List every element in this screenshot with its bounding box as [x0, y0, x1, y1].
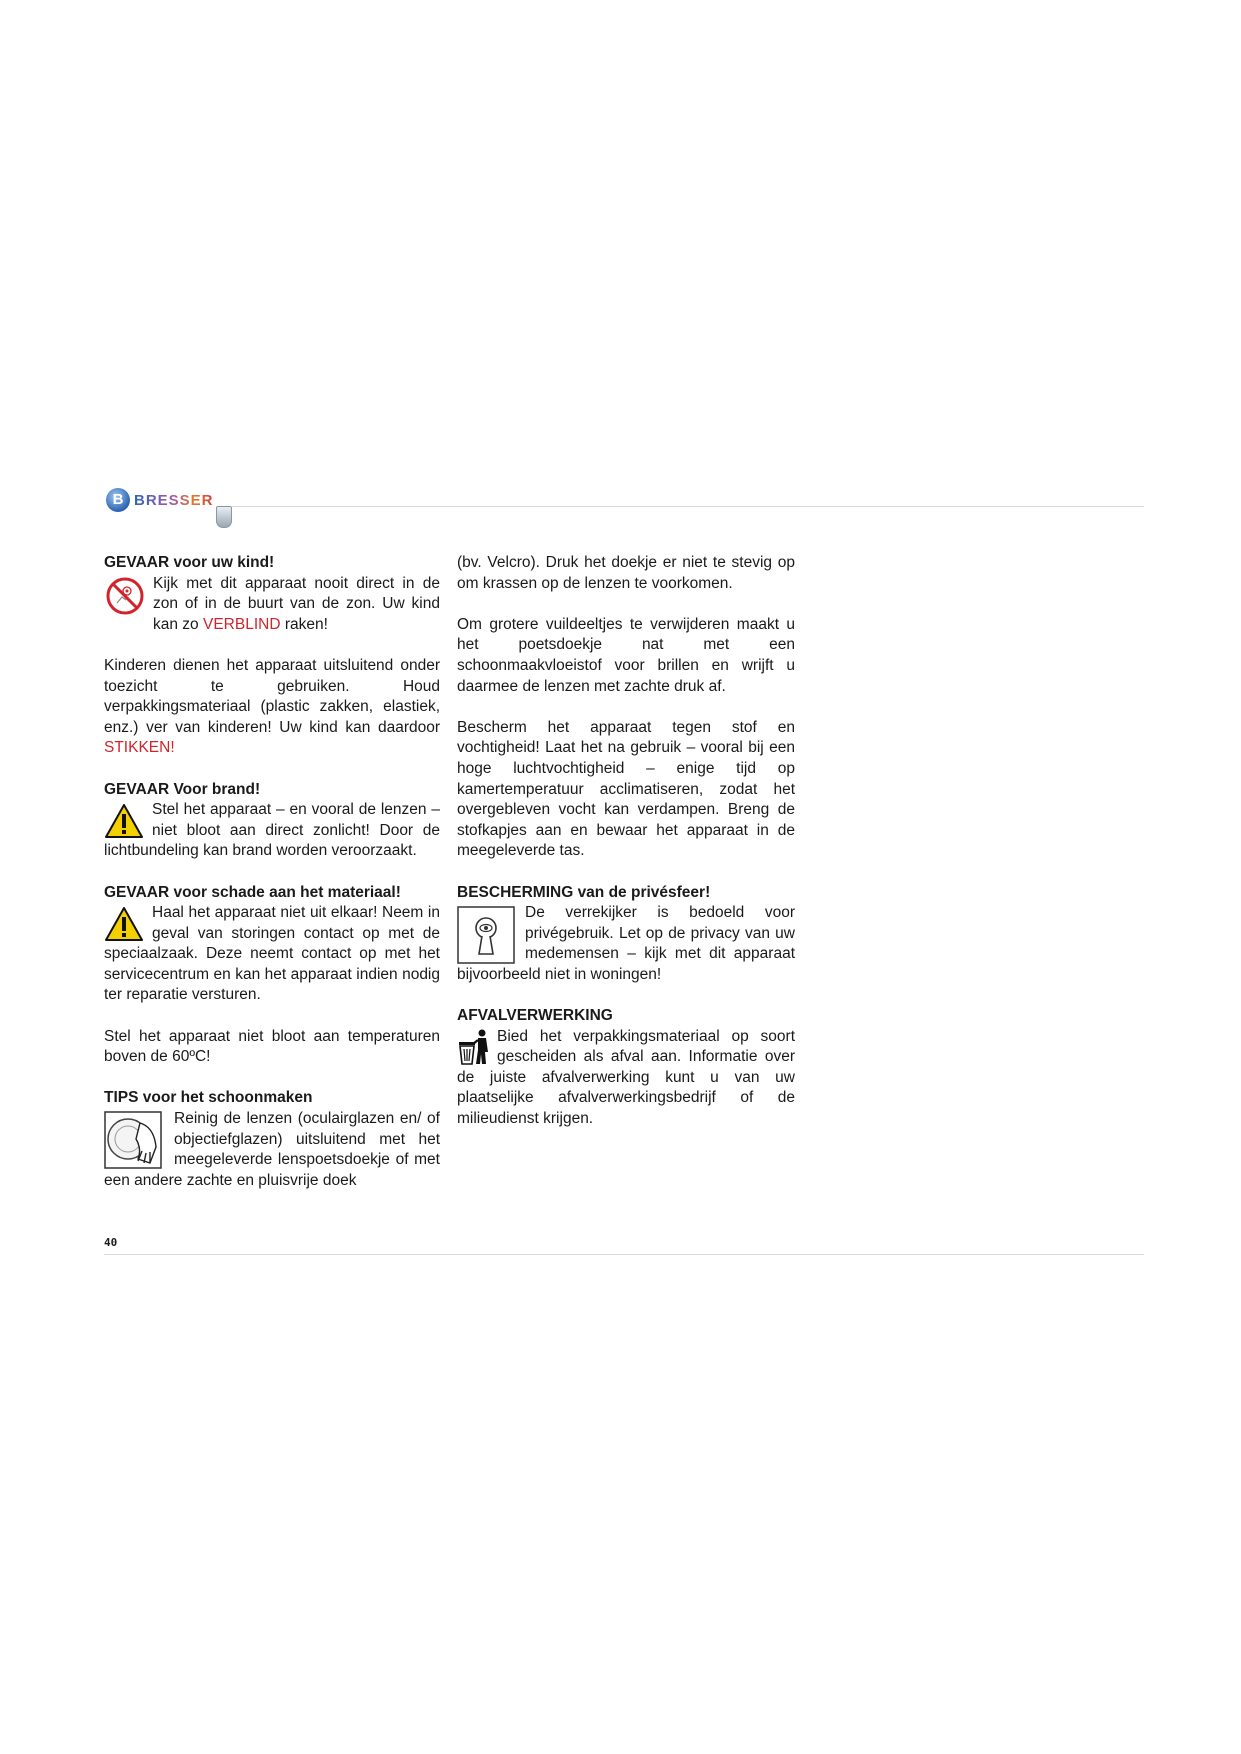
- section-heading: GEVAAR voor schade aan het materiaal!: [104, 883, 401, 901]
- danger-child-text: Kijk met dit apparaat nooit direct in de zon of in de buurt van de zon. Uw kind kan zo: [153, 574, 440, 633]
- section-heading: BESCHERMING van de privésfeer!: [457, 883, 711, 901]
- right-column: [457, 553, 795, 1130]
- privacy-text: De verrekijker is bedoeld voor privégebruik. Let op de privacy van uw medemensen – kijk met dit apparaat bijvoorbeeld niet in woningen!: [457, 904, 795, 983]
- temperature-text: Stel het apparaat niet bloot aan temperaturen boven de 60ºC!: [104, 1027, 440, 1066]
- section-tips-cleaning: [104, 1088, 440, 1191]
- danger-fire-text: Stel het apparaat – en vooral de lenzen – niet bloot aan direct zonlicht! Door de lichtbundeling kan brand worden veroorzaakt.: [104, 801, 440, 860]
- warning-triangle-icon: [104, 906, 144, 943]
- waste-text: Bied het verpakkingsmateriaal op soort gescheiden als afval aan. Informatie over de juiste afvalverwerking kunt u van uw plaatselijke afvalverwerkingsbedrijf of de milieudienst krijgen.: [457, 1027, 795, 1128]
- section-danger-child: [104, 553, 440, 635]
- privacy-keyhole-icon: [457, 906, 515, 964]
- page-number: 40: [104, 1236, 118, 1249]
- section-temperature: [104, 1027, 440, 1068]
- waste-bin-icon: [457, 1028, 491, 1066]
- section-dust-particles: [457, 615, 795, 697]
- warning-triangle-icon: [104, 803, 144, 840]
- section-danger-material: [104, 883, 440, 1007]
- section-children-supervision: [104, 656, 440, 759]
- dust-particles-text: Om grotere vuildeeltjes te verwijderen maakt u het poetsdoekje nat met een schoonmaakvloeistof voor brillen en wrijft u daarmee de lenzen met zachte druk af.: [457, 615, 795, 695]
- crest-icon: [216, 506, 232, 528]
- bresser-logo: [104, 484, 244, 532]
- section-heading: GEVAAR Voor brand!: [104, 780, 261, 798]
- section-danger-fire: [104, 780, 440, 862]
- danger-child-text-end: raken!: [280, 615, 328, 633]
- children-supervision-text: Kinderen dienen het apparaat uitsluitend onder toezicht te gebruiken. Houd verpakkingsmateriaal (plastic zakken, elastiek, enz.) ver van kinderen! Uw kind kan daardoor: [104, 656, 440, 736]
- header-rule: [232, 506, 1144, 507]
- protect-dust-text: Bescherm het apparaat tegen stof en vochtigheid! Laat het na gebruik – vooral bij een hoge luchtvochtigheid – enige tijd op kamertemperatuur acclimatiseren, zodat het overgebleven vocht kan verdampen. Breng de stofkapjes aan en bewaar het apparaat in de meegeleverde tas.: [457, 718, 795, 860]
- section-heading: GEVAAR voor uw kind!: [104, 554, 275, 571]
- section-waste: [457, 1006, 795, 1130]
- page-header: [104, 484, 1144, 532]
- no-sun-icon: [105, 576, 145, 616]
- emphasis-verblind: VERBLIND: [202, 615, 281, 633]
- page-footer: [104, 1236, 1144, 1258]
- footer-rule: [104, 1254, 1144, 1255]
- cleaning-continued-text: (bv. Velcro). Druk het doekje er niet te stevig op om krassen op de lenzen te voorkomen.: [457, 554, 795, 592]
- danger-material-text: Haal het apparaat niet uit elkaar! Neem in geval van storingen contact op met de speciaalzaak. Deze neemt contact op met het servicecentrum en kan het apparaat indien nodig ter reparatie versturen.: [104, 904, 440, 1004]
- section-protect-dust: [457, 718, 795, 862]
- left-column: [104, 553, 440, 1191]
- tips-cleaning-text: Reinig de lenzen (oculairglazen en/ of objectiefglazen) uitsluitend met het meegeleverde lenspoetsdoekje of met een andere zachte en pluisvrije doek: [104, 1110, 440, 1189]
- lens-cleaning-icon: [104, 1111, 162, 1169]
- section-heading: AFVALVERWERKING: [457, 1007, 613, 1025]
- section-heading: TIPS voor het schoonmaken: [104, 1089, 313, 1107]
- logo-emblem-icon: B: [106, 488, 130, 512]
- logo-wordmark: BRESSER: [134, 492, 214, 509]
- section-cleaning-continued: [457, 553, 795, 594]
- emphasis-stikken: STIKKEN!: [104, 739, 175, 757]
- section-privacy: [457, 883, 795, 986]
